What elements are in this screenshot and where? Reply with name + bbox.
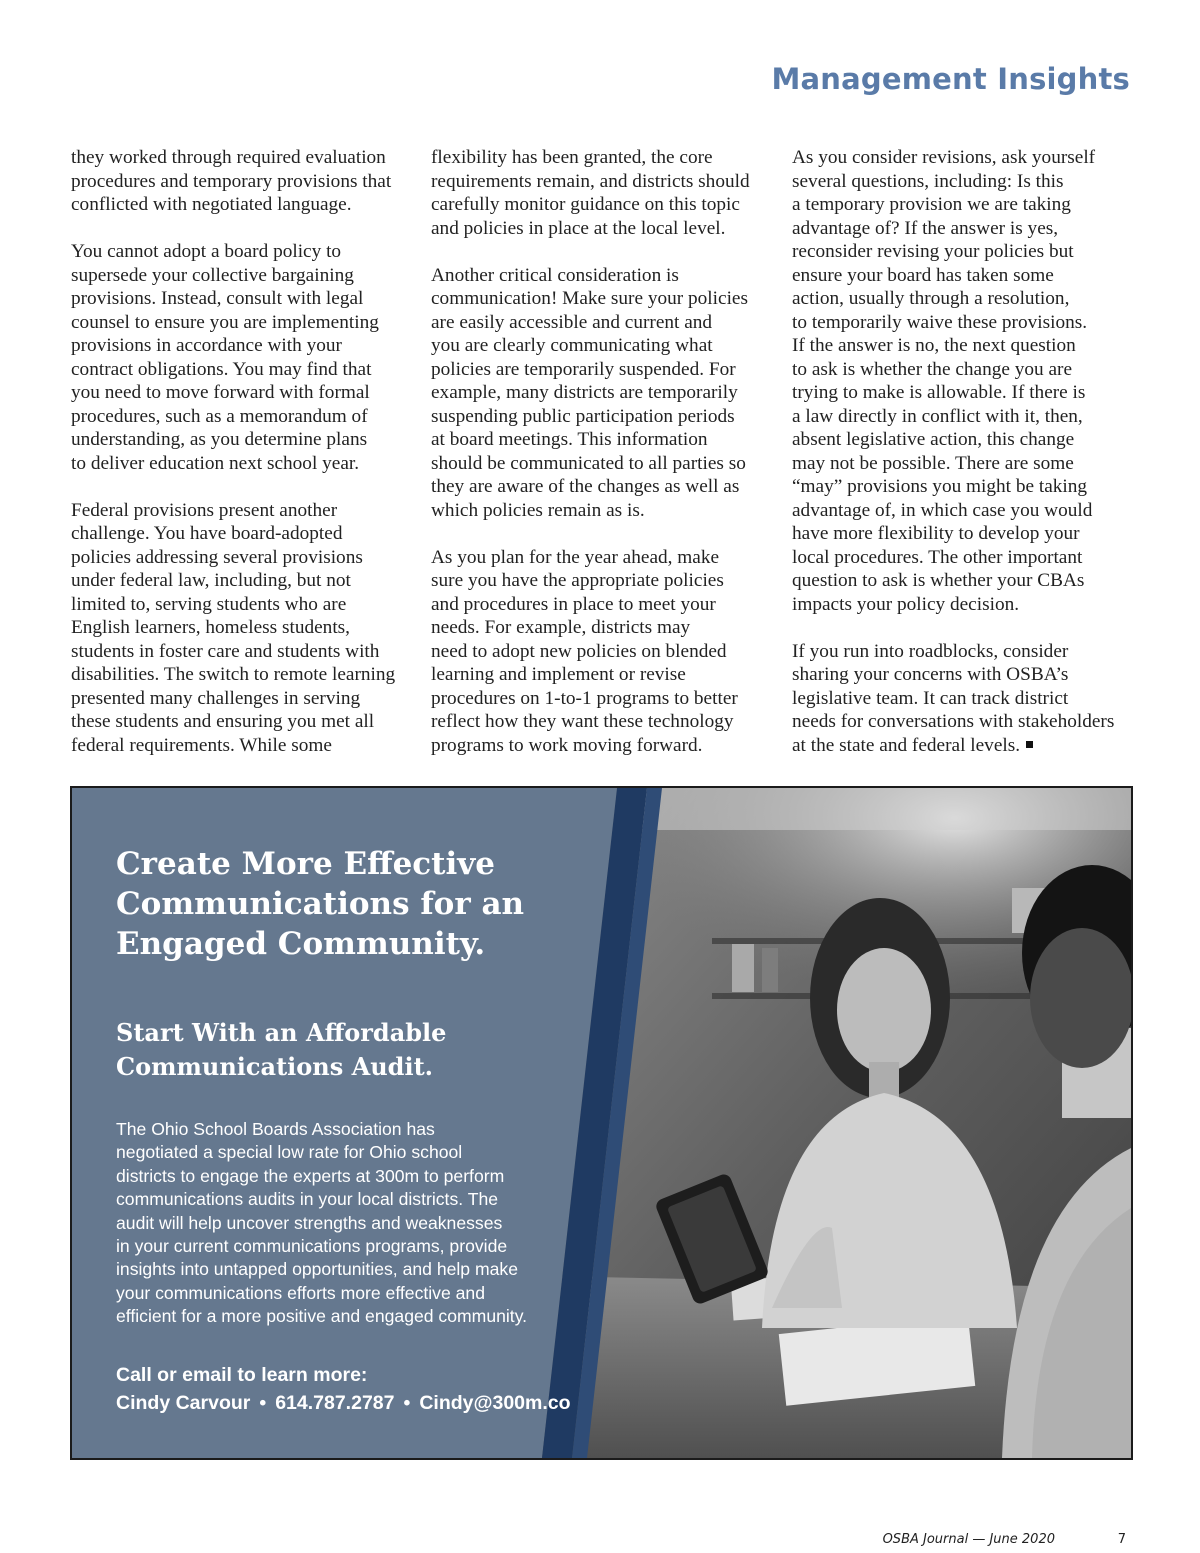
paragraph: As you plan for the year ahead, make sure you have the appropriate policies and procedures in place to meet your needs. For example, districts may need to adopt new policies on blended learning and implement or revise procedures on 1-to-1 programs to better reflect how they want these technology programs to work moving forward. [431, 546, 738, 756]
ad-contact-block [116, 1361, 636, 1417]
separator-dot: • [259, 1391, 267, 1414]
ad-subheadline: Start With an Affordable Communications Audit. [116, 1018, 447, 1081]
ad-body-text: The Ohio School Boards Association has negotiated a special low rate for Ohio school districts to engage the experts at 300m to perform communications audits in your local districts. The audit will help uncover strengths and weaknesses in your current communications programs, provide insights into untapped opportunities, and help make your communications efforts more effective and efficient for a more positive and engaged community. [116, 1119, 528, 1327]
paragraph: flexibility has been granted, the core requirements remain, and districts should carefully monitor guidance on this topic and policies in place at the local level. [431, 147, 750, 239]
advertisement[interactable] [70, 786, 1133, 1460]
contact-name: Cindy Carvour [116, 1391, 251, 1414]
end-of-article-mark [1026, 741, 1033, 748]
separator-dot: • [403, 1391, 411, 1414]
paragraph: Federal provisions present another challenge. You have board-adopted policies addressing several provisions under federal law, including, but not limited to, serving students who are English learners, homeless students, students in foster care and students with disabilities. The switch to remote learning presented many challenges in serving these students and ensuring you met all federal requirements. While some [71, 499, 396, 756]
contact-phone[interactable]: 614.787.2787 [275, 1391, 395, 1414]
paragraph-final [792, 640, 1137, 758]
advertisement-text [116, 844, 636, 1417]
section-title: Management Insights [771, 62, 1130, 96]
article-column-2 [431, 146, 777, 781]
paragraph: Another critical consideration is communication! Make sure your policies are easily accessible and current and you are clearly communicating what policies are temporarily suspended. For example, many districts are temporarily suspending public participation periods at board meetings. This information should be communicated to all parties so they are aware of the changes as well as which policies remain as is. [431, 264, 748, 521]
contact-email[interactable]: Cindy@300m.co [419, 1391, 571, 1414]
paragraph-text: If you run into roadblocks, consider sharing your concerns with OSBA’s legislative team. It can track district needs for conversations with stakeholders at the state and federal levels. [792, 640, 1115, 756]
ad-headline: Create More Effective Communications for an Engaged Community. [116, 846, 525, 962]
page-number: 7 [1117, 1532, 1126, 1547]
paragraph: they worked through required evaluation procedures and temporary provisions that conflicted with negotiated language. [71, 147, 392, 215]
article-column-3 [792, 146, 1137, 781]
paragraph: As you consider revisions, ask yourself several questions, including: Is this a temporary provision we are taking advantage of? If the answer is yes, reconsider revising your policies but ensure your board has taken some action, usually through a resolution, to temporarily waive these provisions. If the answer is no, the next question to ask is whether the change you are trying to make is allowable. If there is a law directly in conflict with it, then, absent legislative action, this change may not be possible. There are some “may” provisions you might be taking advantage of, in which case you would have more flexibility to develop your local procedures. The other important question to ask is whether your CBAs impacts your policy decision. [792, 147, 1096, 615]
article-column-1 [71, 146, 417, 781]
paragraph: You cannot adopt a board policy to supersede your collective bargaining provisions. Instead, consult with legal counsel to ensure you are implementing provisions in accordance with your contract obligations. You may find that you need to move forward with formal procedures, such as a memorandum of understanding, as you determine plans to deliver education next school year. [71, 241, 379, 474]
ad-contact-line [116, 1389, 636, 1417]
footer-publication: OSBA Journal — June 2020 [882, 1532, 1055, 1547]
ad-cta-label: Call or email to learn more: [116, 1363, 368, 1386]
